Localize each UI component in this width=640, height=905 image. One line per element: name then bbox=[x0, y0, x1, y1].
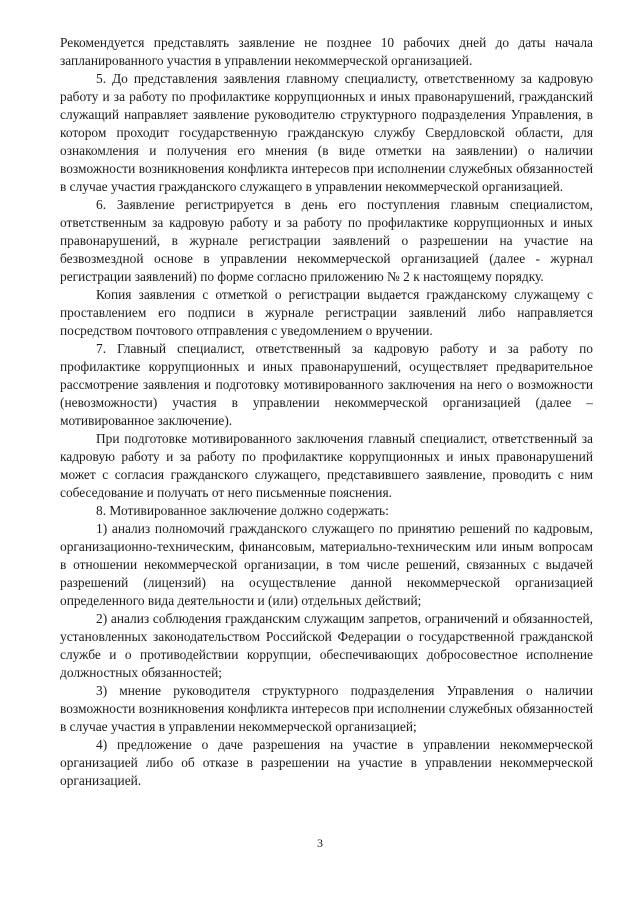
paragraph-item-6-copy: Копия заявления с отметкой о регистрации выдается гражданскому служащему с проставлением его подписи в журнале регистрации заявлений либо направляется посредством почтового отправления с уведомлением о вручении. bbox=[60, 287, 593, 338]
page-number: 3 bbox=[317, 836, 323, 850]
paragraph-item-8-2: 2) анализ соблюдения гражданским служащим запретов, ограничений и обязанностей, установленных законодательством Российской Федерации о государственной гражданской службе и о противодействии коррупции, обеспечивающих добросовестное исполнение должностных обязанностей; bbox=[60, 611, 593, 680]
document-body bbox=[60, 34, 593, 790]
paragraph-item-6: 6. Заявление регистрируется в день его поступления главным специалистом, ответственным за кадровую работу и за работу по профилактике коррупционных и иных правонарушений, в журнале регистрации заявлений о разрешении на участие на безвозмездной основе в управлении некоммерческой организацией (далее - журнал регистрации заявлений) по форме согласно приложению № 2 к настоящему порядку. bbox=[60, 197, 593, 284]
paragraph-item-8-4: 4) предложение о даче разрешения на участие в управлении некоммерческой организацией либо об отказе в разрешении на участие в управлении некоммерческой организацией. bbox=[60, 737, 593, 788]
paragraph-item-7: 7. Главный специалист, ответственный за кадровую работу и за работу по профилактике коррупционных и иных правонарушений, осуществляет предварительное рассмотрение заявления и подготовку мотивированного заключения на него о возможности (невозможности) участия в управлении некоммерческой организацией (далее – мотивированное заключение). bbox=[60, 341, 593, 428]
paragraph-recommendation: Рекомендуется представлять заявление не позднее 10 рабочих дней до даты начала запланированного участия в управлении некоммерческой организацией. bbox=[60, 35, 593, 68]
paragraph-item-8: 8. Мотивированное заключение должно содержать: bbox=[96, 503, 389, 518]
paragraph-item-8-3: 3) мнение руководителя структурного подразделения Управления о наличии возможности возникновения конфликта интересов при исполнении служебных обязанностей в случае участия в управлении некоммерческой организацией; bbox=[60, 683, 593, 734]
paragraph-item-7-interview: При подготовке мотивированного заключения главный специалист, ответственный за кадровую работу и за работу по профилактике коррупционных и иных правонарушений может с согласия гражданского служащего, представившего заявление, проводить с ним собеседование и получать от него письменные пояснения. bbox=[60, 431, 593, 500]
paragraph-item-5: 5. До представления заявления главному специалисту, ответственному за кадровую работу и за работу по профилактике коррупционных и иных правонарушений, гражданский служащий направляет заявление руководителю структурного подразделения Управления, в котором проходит государственную гражданскую службу Свердловской области, для ознакомления и получения его мнения (в виде отметки на заявлении) о наличии возможности возникновения конфликта интересов при исполнении служебных обязанностей в случае участия гражданского служащего в управлении некоммерческой организацией. bbox=[60, 71, 593, 194]
paragraph-item-8-1: 1) анализ полномочий гражданского служащего по принятию решений по кадровым, организационно-техническим, финансовым, материально-техническим или иным вопросам в отношении некоммерческой организации, в том числе решений, связанных с выдачей разрешений (лицензий) на осуществление данной некоммерческой организацией определенного вида деятельности и (или) отдельных действий; bbox=[60, 521, 593, 608]
